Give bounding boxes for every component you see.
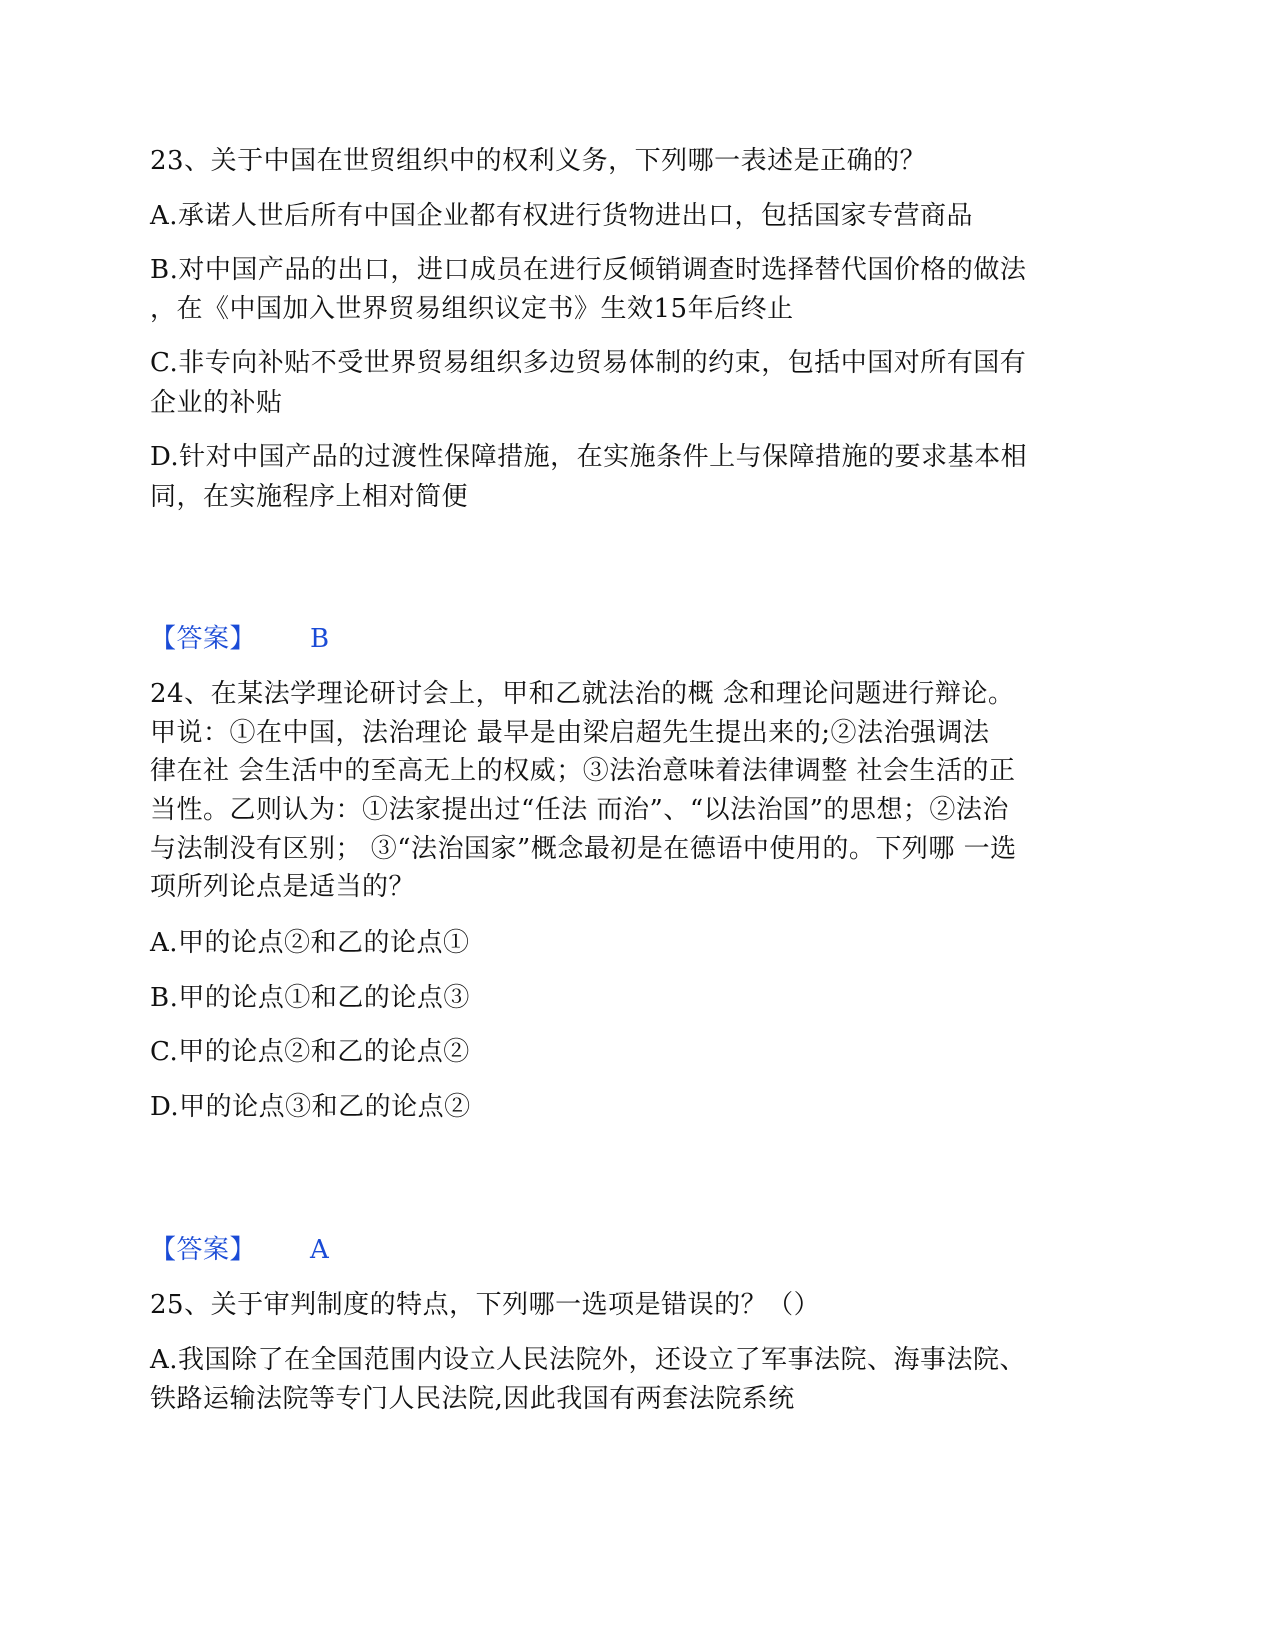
q24-option-a: A.甲的论点②和乙的论点① bbox=[150, 928, 470, 958]
q24-stem-line6: 项所列论点是适当的？ bbox=[150, 872, 416, 902]
q24-stem-line2: 甲说：①在中国，法治理论 最早是由梁启超先生提出来的;②法治强调法 bbox=[150, 718, 990, 748]
q24-answer-label: 【答案】 bbox=[150, 1235, 257, 1265]
q23-option-a: A.承诺人世后所有中国企业都有权进行货物进出口，包括国家专营商品 bbox=[150, 201, 974, 231]
q24-answer-row bbox=[150, 1233, 330, 1267]
q23-option-c-line1: C.非专向补贴不受世界贸易组织多边贸易体制的约束，包括中国对所有国有 bbox=[150, 348, 1027, 378]
q23-option-b-line2: ，在《中国加入世界贸易组织议定书》生效15年后终止 bbox=[150, 294, 794, 324]
q24-stem-line3: 律在社 会生活中的至高无上的权威；③法治意味着法律调整 社会生活的正 bbox=[150, 756, 1016, 786]
q23-stem: 23、关于中国在世贸组织中的权利义务，下列哪一表述是正确的？ bbox=[150, 146, 927, 176]
q23-option-b-line1: B.对中国产品的出口，进口成员在进行反倾销调查时选择替代国价格的做法 bbox=[150, 255, 1027, 285]
q25-option-a-line1: A.我国除了在全国范围内设立人民法院外，还设立了军事法院、海事法院、 bbox=[150, 1345, 1027, 1375]
q24-option-c: C.甲的论点②和乙的论点② bbox=[150, 1037, 470, 1067]
q24-stem-line5: 与法制没有区别； ③“法治国家”概念最初是在德语中使用的。下列哪 一选 bbox=[150, 834, 1017, 864]
q23-answer-row bbox=[150, 622, 330, 656]
q23-option-d-line2: 同，在实施程序上相对简便 bbox=[150, 482, 469, 512]
q24-option-d: D.甲的论点③和乙的论点② bbox=[150, 1092, 471, 1122]
q23-option-d-line1: D.针对中国产品的过渡性保障措施，在实施条件上与保障措施的要求基本相 bbox=[150, 442, 1028, 472]
q23-answer-value: B bbox=[310, 624, 330, 654]
q23-answer-label: 【答案】 bbox=[150, 624, 257, 654]
q24-stem-line1: 24、在某法学理论研讨会上，甲和乙就法治的概 念和理论问题进行辩论。 bbox=[150, 679, 1015, 709]
q23-option-c-line2: 企业的补贴 bbox=[150, 388, 283, 418]
q25-option-a-line2: 铁路运输法院等专门人民法院,因此我国有两套法院系统 bbox=[150, 1384, 795, 1414]
q24-answer-value: A bbox=[310, 1235, 330, 1265]
q24-option-b: B.甲的论点①和乙的论点③ bbox=[150, 983, 470, 1013]
q24-stem-line4: 当性。乙则认为：①法家提出过“任法 而治”、“以法治国”的思想；②法治 bbox=[150, 795, 1009, 825]
q25-stem: 25、关于审判制度的特点，下列哪一选项是错误的？（） bbox=[150, 1290, 821, 1320]
